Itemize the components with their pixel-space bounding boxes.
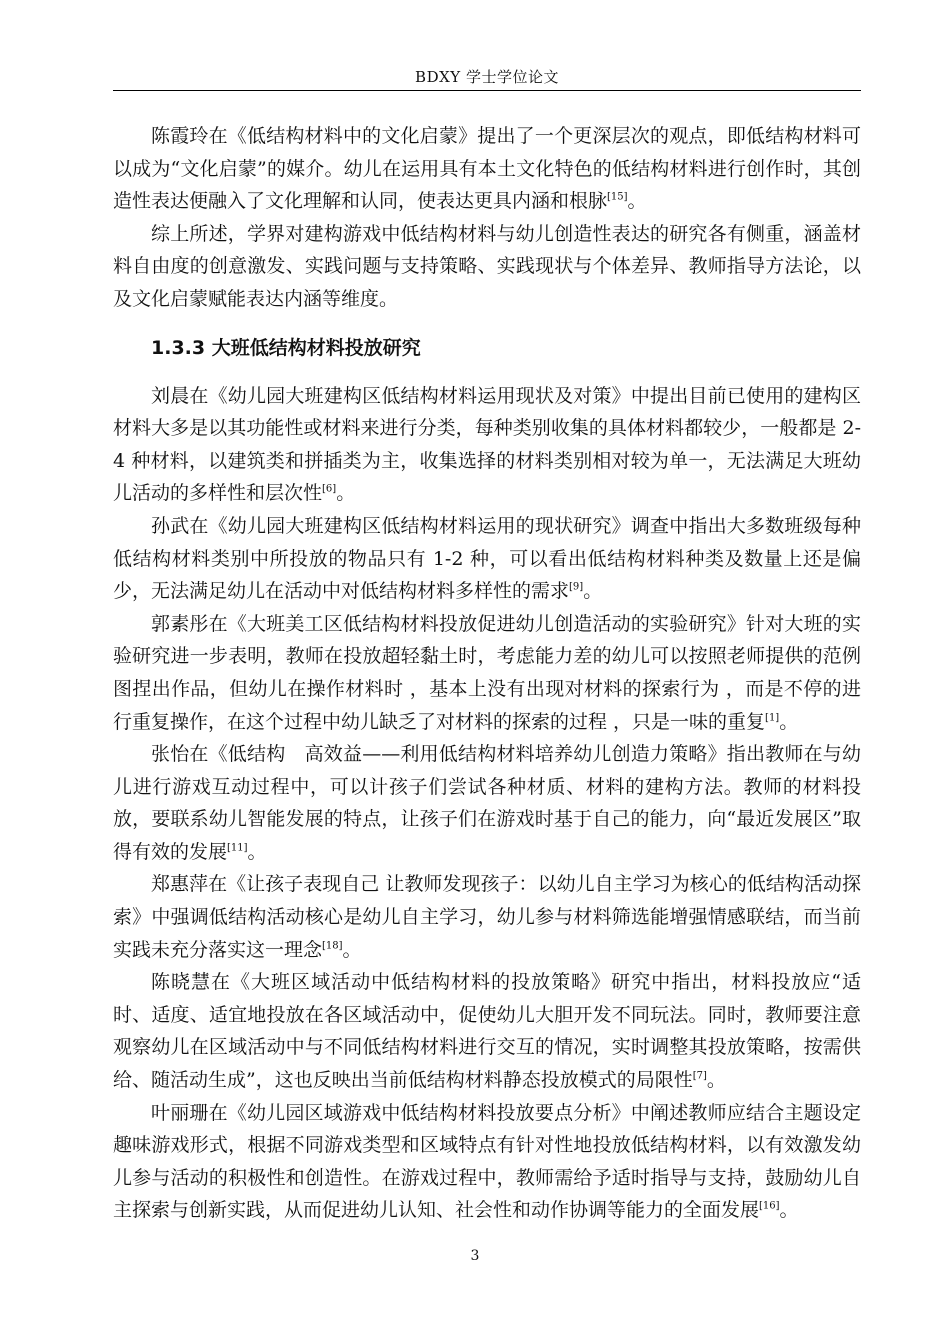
paragraph-end: 。 (779, 1199, 799, 1222)
citation-marker: [6] (322, 484, 337, 496)
paragraph-text: 郑惠萍在《让孩子表现自己 让教师发现孩子：以幼儿自主学习为核心的低结构活动探索》中强调低结构活动核心是幼儿自主学习，幼儿参与材料筛选能增强情感联结，而当前实践未充分落实这一理念 (113, 873, 861, 961)
paragraph (113, 1097, 861, 1227)
page-number: 3 (470, 1248, 480, 1264)
paragraph-end: 。 (342, 938, 362, 961)
paragraph-text: 陈霞玲在《低结构材料中的文化启蒙》提出了一个更深层次的观点，即低结构材料可以成为“文化启蒙”的媒介。幼儿在运用具有本土文化特色的低结构材料进行创作时，其创造性表达便融入了文化理解和认同，使表达更具内涵和根脉 (113, 125, 861, 213)
citation-marker: [9] (569, 581, 584, 593)
paragraph (113, 868, 861, 966)
paragraph (113, 510, 861, 608)
paragraph (113, 608, 861, 738)
paragraph-text: 综上所述，学界对建构游戏中低结构材料与幼儿创造性表达的研究各有侧重，涵盖材料自由度的创意激发、实践问题与支持策略、实践现状与个体差异、教师指导方法论，以及文化启蒙赋能表达内涵等维度。 (113, 222, 861, 310)
paragraph-text: 叶丽珊在《幼儿园区域游戏中低结构材料投放要点分析》中阐述教师应结合主题设定趣味游戏形式，根据不同游戏类型和区域特点有针对性地投放低结构材料，以有效激发幼儿参与活动的积极性和创造性。在游戏过程中，教师需给予适时指导与支持，鼓励幼儿自主探索与创新实践，从而促进幼儿认知、社会性和动作协调等能力的全面发展 (113, 1101, 861, 1222)
paragraph-text: 陈晓慧在《大班区域活动中低结构材料的投放策略》研究中指出，材料投放应“适时、适度、适宜地投放在各区域活动中，促使幼儿大胆开发不同玩法。同时，教师要注意观察幼儿在区域活动中与不同低结构材料进行交互的情况，实时调整其投放策略，按需供给、随活动生成”，这也反映出当前低结构材料静态投放模式的局限性 (113, 971, 861, 1092)
paragraph-text: 孙武在《幼儿园大班建构区低结构材料运用的现状研究》调查中指出大多数班级每种低结构材料类别中所投放的物品只有 1-2 种，可以看出低结构材料种类及数量上还是偏少，无法满足幼儿在活动中对低结构材料多样性的需求 (113, 514, 861, 603)
paragraph (113, 380, 861, 510)
paragraph (113, 738, 861, 868)
paragraph-end: 。 (627, 190, 647, 213)
paragraph (113, 120, 861, 218)
body-text (113, 120, 861, 1227)
paragraph (113, 218, 861, 316)
paragraph-end: 。 (247, 840, 267, 863)
paragraph-text: 郭素彤在《大班美工区低结构材料投放促进幼儿创造活动的实验研究》针对大班的实验研究进一步表明，教师在投放超轻黏土时，考虑能力差的幼儿可以按照老师提供的范例图捏出作品，但幼儿在操作材料时 ，基本上没有出现对材料的探索行为 ，而是不停的进行重复操作，在这个过程中幼儿缺乏了对材料的探索的过程 ，只是一味的重复 (113, 612, 861, 733)
paragraph-text: 张怡在《低结构 高效益——利用低结构材料培养幼儿创造力策略》指出教师在与幼儿进行游戏互动过程中，可以计孩子们尝试各种材质、材料的建构方法。教师的材料投放，要联系幼儿智能发展的特点，让孩子们在游戏时基于自己的能力，向“最近发展区”取得有效的发展 (113, 743, 861, 863)
citation-marker: [18] (322, 940, 343, 952)
paragraph-end: 。 (779, 710, 799, 733)
paragraph (113, 966, 861, 1096)
running-header: BDXY 学士学位论文 (415, 68, 559, 86)
citation-marker: [7] (692, 1070, 707, 1082)
section-heading: 1.3.3 大班低结构材料投放研究 (151, 336, 421, 359)
header-divider (113, 90, 861, 91)
citation-marker: [11] (227, 842, 248, 854)
paragraph-end: 。 (706, 1069, 726, 1092)
paragraph-text: 刘晨在《幼儿园大班建构区低结构材料运用现状及对策》中提出目前已使用的建构区材料大多是以其功能性或材料来进行分类，每种类别收集的具体材料都较少，一般都是 2-4 种材料，以建筑类和拼插类为主，收集选择的材料类别相对较为单一，无法满足大班幼儿活动的多样性和层次性 (113, 384, 861, 505)
citation-marker: [15] (607, 191, 628, 203)
paragraph-end: 。 (583, 580, 603, 603)
citation-marker: [1] (765, 712, 780, 724)
paragraph-end: 。 (336, 482, 356, 505)
citation-marker: [16] (759, 1201, 780, 1213)
